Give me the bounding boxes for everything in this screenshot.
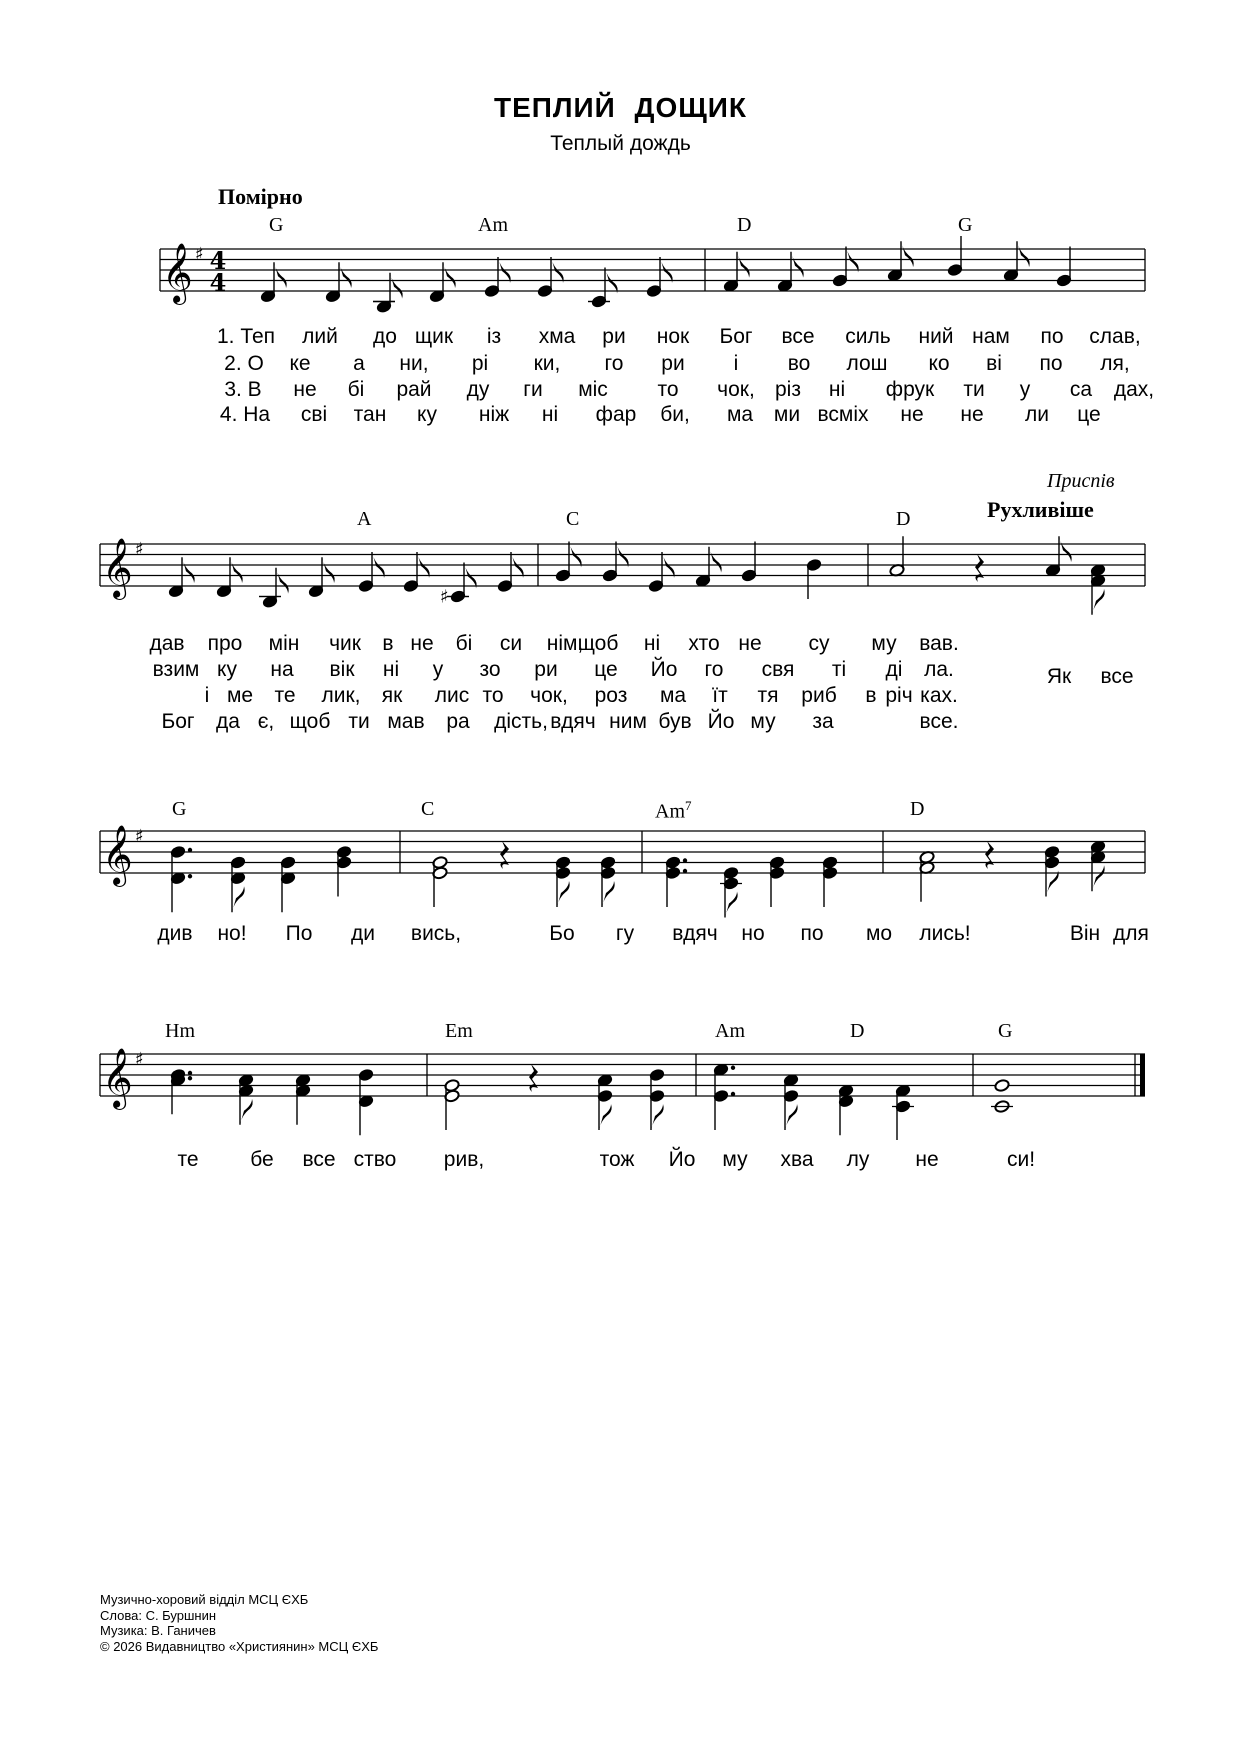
footer-line: Музично-хоровий відділ МСЦ ЄХБ (100, 1592, 309, 1607)
lyric-syllable: но! (217, 922, 247, 945)
staff-system-4 (0, 1020, 1241, 1140)
lyric-syllable: чок, (717, 378, 755, 401)
footer-line: © 2026 Видавництво «Християнин» МСЦ ЄХБ (100, 1638, 379, 1654)
lyric-syllable: ніж (478, 403, 510, 426)
lyric-syllable: є, (257, 710, 275, 733)
lyric-syllable: ні (643, 632, 661, 655)
lyric-syllable: ке (289, 352, 311, 375)
chord-symbol: Em (445, 1020, 473, 1042)
lyric-syllable: все (1100, 665, 1134, 688)
lyric-syllable: да (216, 710, 240, 733)
lyric-syllable: по (1039, 352, 1063, 375)
section-label: Приспів (1047, 470, 1115, 492)
lyric-syllable: дість, (494, 710, 548, 733)
lyric-syllable: за (812, 710, 834, 733)
lyric-syllable: вдяч (672, 922, 718, 945)
lyric-syllable: тож (599, 1148, 635, 1171)
staff-system-1 (0, 0, 1241, 330)
key-signature-sharp: ♯ (135, 1049, 144, 1070)
lyric-syllable: ні (828, 378, 846, 401)
lyric-syllable: По (285, 922, 313, 945)
lyric-syllable: Як (1046, 665, 1072, 688)
lyric-syllable: свя (761, 658, 795, 681)
lyric-syllable: ку (417, 403, 437, 426)
staff-system-2 (0, 480, 1241, 620)
lyric-syllable: не (915, 1148, 939, 1171)
chord-symbol: D (737, 214, 752, 236)
lyric-syllable: нам (972, 325, 1010, 348)
lyric-syllable: не (293, 378, 317, 401)
lyric-syllable: бі (455, 632, 473, 655)
lyric-syllable: тя (757, 684, 779, 707)
lyric-syllable: ри (602, 325, 626, 348)
lyric-syllable: гу (615, 922, 635, 945)
lyric-syllable: риб (801, 684, 837, 707)
dot (731, 1092, 735, 1096)
dot (188, 874, 192, 878)
note-flag (1017, 241, 1030, 267)
lyric-syllable: все (781, 325, 815, 348)
lyric-syllable: ний (918, 325, 954, 348)
quarter-rest (975, 554, 984, 582)
lyric-syllable: річ (885, 684, 913, 707)
lyric-syllable: для (1113, 922, 1149, 945)
lyric-syllable: силь (845, 325, 891, 348)
lyric-syllable: а (353, 352, 365, 375)
key-signature-sharp: ♯ (135, 539, 144, 560)
lyric-syllable: хто (688, 632, 720, 655)
lyric-syllable: ти (963, 378, 985, 401)
lyric-syllable: фар (595, 403, 637, 426)
lyric-syllable: їт (712, 684, 728, 707)
dot (188, 1076, 192, 1080)
lyric-syllable: су (808, 632, 830, 655)
lyric-syllable: ри (661, 352, 685, 375)
lyric-syllable: рив, (443, 1148, 485, 1171)
key-signature-sharp: ♯ (195, 244, 204, 265)
lyric-syllable: на (270, 658, 294, 681)
lyric-syllable: роз (594, 684, 628, 707)
lyric-syllable: му (871, 632, 897, 655)
chord-symbol: G (998, 1020, 1013, 1042)
sharp-accidental: ♯ (440, 586, 449, 608)
lyric-syllable: все. (919, 710, 959, 733)
lyric-syllable: мін (268, 632, 300, 655)
credits-footer (100, 1592, 378, 1654)
lyric-syllable: все (302, 1148, 336, 1171)
lyric-syllable: вік (329, 658, 355, 681)
chord-symbol-am7: Am$^7$ (655, 798, 692, 823)
chord-symbol: A (357, 508, 372, 530)
lyric-syllable: лу (846, 1148, 870, 1171)
lyric-syllable: ма (726, 403, 754, 426)
lyric-syllable: щик (414, 325, 454, 348)
note-flag (709, 547, 722, 573)
lyric-syllable: не (900, 403, 924, 426)
lyric-syllable: Йо (707, 710, 735, 733)
lyric-syllable: не (738, 632, 762, 655)
lyric-syllable: те (177, 1148, 199, 1171)
lyric-syllable: із (486, 325, 502, 348)
lyric-syllable: Йо (668, 1148, 696, 1171)
time-signature: 4 (209, 246, 227, 275)
treble-clef: 𝄞 (102, 1048, 133, 1108)
lyric-syllable: Бо (549, 922, 575, 945)
lyric-syllable: ство (353, 1148, 397, 1171)
lyric-syllable: щоб (577, 632, 619, 655)
lyric-syllable: зо (479, 658, 501, 681)
note-flag (791, 252, 804, 278)
lyric-syllable: нім, (546, 632, 584, 655)
lyric-syllable: був (658, 710, 692, 733)
lyric-syllable: вдяч (550, 710, 596, 733)
note-flag (182, 557, 195, 583)
lyric-syllable: 4. На (219, 403, 271, 426)
lyric-syllable: і (204, 684, 210, 707)
lyric-syllable: 1. Теп (216, 325, 276, 348)
lyric-syllable: по (1040, 325, 1064, 348)
lyric-syllable: це (594, 658, 618, 681)
lyric-syllable: Йо (650, 658, 678, 681)
lyric-syllable: 3. В (224, 378, 262, 401)
lyric-syllable: як (381, 684, 403, 707)
chord-symbol: C (566, 508, 580, 530)
lyric-syllable: у (1019, 378, 1031, 401)
lyric-syllable: щоб (289, 710, 331, 733)
lyric-syllable: бі (347, 378, 365, 401)
lyric-syllable: мо (865, 922, 893, 945)
dot (188, 1071, 192, 1075)
lyric-syllable: всміх (817, 403, 869, 426)
quarter-rest (985, 841, 994, 869)
lyric-syllable: но (741, 922, 765, 945)
lyric-syllable: ві (986, 352, 1002, 375)
lyric-syllable: в (382, 632, 394, 655)
footer-line: Слова: С. Буршнин (100, 1607, 217, 1623)
note-flag (901, 241, 914, 267)
lyric-syllable: му (750, 710, 776, 733)
lyric-syllable: ли (1025, 403, 1049, 426)
note-flag (443, 262, 456, 288)
tempo-marking: Помірно (218, 184, 303, 209)
lyric-syllable: те (274, 684, 296, 707)
lyric-syllable: ках. (920, 684, 958, 707)
lyric-syllable: і (733, 352, 739, 375)
lyric-syllable: ду (466, 378, 490, 401)
lyric-syllable: лий (302, 325, 338, 348)
lyric-syllable: різ (775, 378, 801, 401)
dot (188, 848, 192, 852)
lyric-syllable: тан (353, 403, 387, 426)
lyric-syllable: ме (226, 684, 254, 707)
lyric-syllable: у (432, 658, 444, 681)
lyric-syllable: са (1069, 378, 1093, 401)
footer-line: Музика: В. Ганичев (100, 1623, 216, 1638)
lyric-syllable: ла. (924, 658, 954, 681)
lyric-syllable: ні (382, 658, 400, 681)
lyric-syllable: ра (446, 710, 470, 733)
lyric-syllable: бе (250, 1148, 274, 1171)
lyric-syllable: ри (534, 658, 558, 681)
lyric-syllable: вав. (919, 632, 959, 655)
lyric-syllable: ді (885, 658, 903, 681)
note-flag (322, 557, 335, 583)
treble-clef: 𝄞 (102, 538, 133, 598)
svg-text:4: 4 (209, 268, 227, 297)
lyric-syllable: би, (660, 403, 690, 426)
lyric-syllable: сві (300, 403, 328, 426)
lyric-syllable: лик, (321, 684, 361, 707)
treble-clef: 𝄞 (102, 825, 133, 885)
lyric-syllable: мав (387, 710, 425, 733)
lyric-syllable: рі (471, 352, 489, 375)
lyric-syllable: в (865, 684, 877, 707)
lyric-syllable: це (1077, 403, 1101, 426)
chord-symbol: C (421, 798, 435, 820)
lyric-syllable: див (157, 922, 193, 945)
lyric-syllable: Він (1069, 922, 1101, 945)
lyric-syllable: то (482, 684, 504, 707)
chord-symbol: G (172, 798, 187, 820)
lyric-syllable: ко (928, 352, 950, 375)
lyric-syllable: 2. О (224, 352, 264, 375)
lyric-syllable: нок (656, 325, 690, 348)
lyric-syllable: слав, (1089, 325, 1141, 348)
lyric-syllable: ма (659, 684, 687, 707)
note-flag (737, 252, 750, 278)
note-head (994, 1079, 1010, 1093)
lyric-syllable: ни, (399, 352, 429, 375)
lyric-syllable: Бог (719, 325, 753, 348)
lyric-syllable: ним (609, 710, 647, 733)
chord-symbol: D (896, 508, 911, 530)
lyric-syllable: фрук (885, 378, 935, 401)
lyric-syllable: лош (846, 352, 888, 375)
song-subtitle: Теплый дождь (550, 132, 691, 155)
chord-symbol: D (910, 798, 925, 820)
lyric-syllable: го (604, 352, 624, 375)
lyric-syllable: си (499, 632, 523, 655)
chord-symbol: Hm (165, 1020, 195, 1042)
key-signature-sharp: ♯ (135, 826, 144, 847)
treble-clef: 𝄞 (162, 243, 193, 303)
lyric-syllable: рай (396, 378, 432, 401)
song-title: ТЕПЛИЙ ДОЩИК (493, 92, 748, 123)
lyric-syllable: до (373, 325, 397, 348)
lyric-syllable: ди (351, 922, 375, 945)
lyric-syllable: по (800, 922, 824, 945)
note-flag (276, 568, 289, 594)
lyric-syllable: не (960, 403, 984, 426)
chord-symbol: G (958, 214, 973, 236)
lyric-syllable: вись, (410, 922, 462, 945)
dot (683, 869, 687, 873)
staff-system-3 (0, 800, 1241, 920)
lyric-syllable: во (787, 352, 811, 375)
note-flag (274, 262, 287, 288)
note-flag (1059, 536, 1072, 562)
lyric-syllable: чок, (530, 684, 568, 707)
note-flag (390, 273, 403, 299)
lyric-syllable: дав (149, 632, 185, 655)
lyric-syllable: ні (541, 403, 559, 426)
lyric-syllable: не (410, 632, 434, 655)
quarter-rest (529, 1064, 538, 1092)
note-flag (230, 557, 243, 583)
chord-symbol: D (850, 1020, 865, 1042)
chord-symbol: G (269, 214, 284, 236)
lyric-syllable: ля, (1100, 352, 1130, 375)
lyric-syllable: Бог (161, 710, 195, 733)
note-flag (339, 262, 352, 288)
lyric-syllable: про (207, 632, 243, 655)
quarter-rest (500, 841, 509, 869)
lyric-syllable: му (722, 1148, 748, 1171)
lyric-syllable: ті (831, 658, 847, 681)
lyric-syllable: го (704, 658, 724, 681)
dot (683, 858, 687, 862)
chord-symbol: Am (715, 1020, 745, 1042)
lyric-syllable: взим (152, 658, 200, 681)
lyric-syllable: лис (434, 684, 470, 707)
tempo-marking: Рухливіше (987, 497, 1094, 522)
lyric-syllable: то (657, 378, 679, 401)
dot (731, 1066, 735, 1070)
chord-symbol: Am (478, 214, 508, 236)
lyric-syllable: хва (780, 1148, 814, 1171)
lyric-syllable: ги (523, 378, 543, 401)
lyric-syllable: си! (1006, 1148, 1036, 1171)
lyric-syllable: дах, (1113, 378, 1155, 401)
lyric-syllable: хма (538, 325, 576, 348)
lyric-syllable: ки, (533, 352, 561, 375)
lyric-syllable: ти (348, 710, 370, 733)
lyric-syllable: ку (217, 658, 237, 681)
lyric-syllable: ми (773, 403, 801, 426)
lyric-syllable: лись! (919, 922, 971, 945)
lyric-syllable: міс (578, 378, 608, 401)
lyric-syllable: чик (329, 632, 361, 655)
